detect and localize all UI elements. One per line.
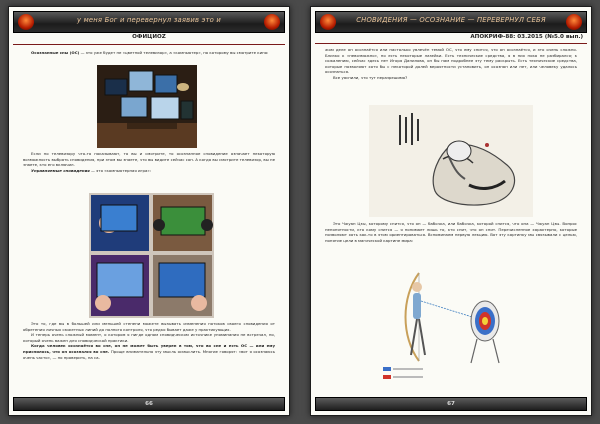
right-footer-bar <box>315 397 587 411</box>
para4-text: Это то, где вы в большей или меньшей степени можете вызывать изменения потоков своего сновидения от обретения личных сюжетных линий до полного контроля, что редко бывает даже у практикующих. <box>23 321 275 332</box>
flame-logo-icon <box>320 14 336 30</box>
right-para2-text: Все уяснили, что тут неразрешимо? <box>333 74 408 80</box>
left-page <box>8 6 290 416</box>
zhuangzi-ink-painting <box>369 105 533 217</box>
para2-text: Если по телевизору что-то показывают, то вы и смотрите, то осознанное сновидение означает некоторую возможность выбрать сновидения, при этом вы знаете, что вы видите сейчас сон. А когда вы смотрите телевизор, вы не знаете, кто его включил. <box>23 151 275 168</box>
para3-text: — это «компьютерная игра»: <box>89 167 152 173</box>
left-intro-text <box>23 50 275 56</box>
left-body-text <box>23 321 275 360</box>
left-header-title: у меня Бог и перевернул заявив это и <box>77 16 221 24</box>
flame-logo-icon <box>18 14 34 30</box>
flame-logo-icon <box>566 14 582 30</box>
left-section-title: ОФИЦИОZ <box>13 34 285 45</box>
para6-bold-text: Когда человек осознаётся во сне, он не может быть уверен в том, что во сне и есть ОС — или ему приснилось, что он осознался во сне. <box>23 343 275 354</box>
tablet-games-photo <box>89 193 214 318</box>
computer-setup-photo <box>97 65 197 148</box>
left-page-number: 66 <box>145 401 153 407</box>
right-header-bar <box>315 11 587 33</box>
para1-text: — это уже будет не «цветной телевизор», а «компьютер», по которому вы смотрите кино: <box>79 50 269 55</box>
term-controlled-dreams: Управляемые сновидения <box>31 167 90 173</box>
para5-text: И теперь очень сложный момент, о котором я нигде одном сновидческом источнике упоминания не встречал, но, который очень важен для сновидческой практики. <box>23 332 275 343</box>
para6-text: Проще внимательно эту мысль осмыслить. Многие говорят: «вот я осознаюсь очень часто», — но проверить, на са- <box>23 348 275 360</box>
left-footer-bar <box>13 397 285 411</box>
right-header-title: СНОВИДЕНИЯ — ОСОЗНАНИЕ — ПЕРЕВЕРНУЛ СЕБЯ <box>356 16 546 24</box>
right-body-text <box>325 221 577 243</box>
right-section-title: АПОКРИФ-88: 03.2015 (№5.0 вып.) <box>315 34 587 44</box>
right-page <box>310 6 592 416</box>
right-para3-text: Это Чжуан Цзы, которому снится, что он — бабочка, или бабочка, которой снится, что она — Чжуан Цзы. Вопрос непонятности, кто кому снится — я понимает лишь то, кто спит, что он спит. Перечисленное характерно, которые позволяют хоть как-то в этом ориентироваться. Вспоминаем первую лекцию. Вот эту картинку мы связывали с целью, понятие цели в магической картине мира: <box>325 221 577 243</box>
left-tv-text <box>23 151 275 173</box>
archery-target-illustration <box>381 263 511 389</box>
left-header-bar <box>13 11 285 33</box>
right-intro-text <box>325 47 577 81</box>
right-page-number: 67 <box>447 401 455 407</box>
right-para1-text: жом деле он осознаётся или настолько увлечён темой ОС, что ему снится, что он осознаётся, и это очень сложно. Близко к «невозможно», но есть некоторые лазейки. Есть технические средства, я в них пока не разбирался; к сожалению, сейчас здесь нет Игоря Данилова, он бы нам подробнее эту тему раскрыть. Есть технические средства, которые позволяют хотя бы с некоторой долей вероятности установить, он осознан или нет, или человеку удалось осознаться. <box>325 47 577 75</box>
term-lucid-dreams: Осознанные сны (ОС) <box>31 50 80 55</box>
flame-logo-icon <box>264 14 280 30</box>
